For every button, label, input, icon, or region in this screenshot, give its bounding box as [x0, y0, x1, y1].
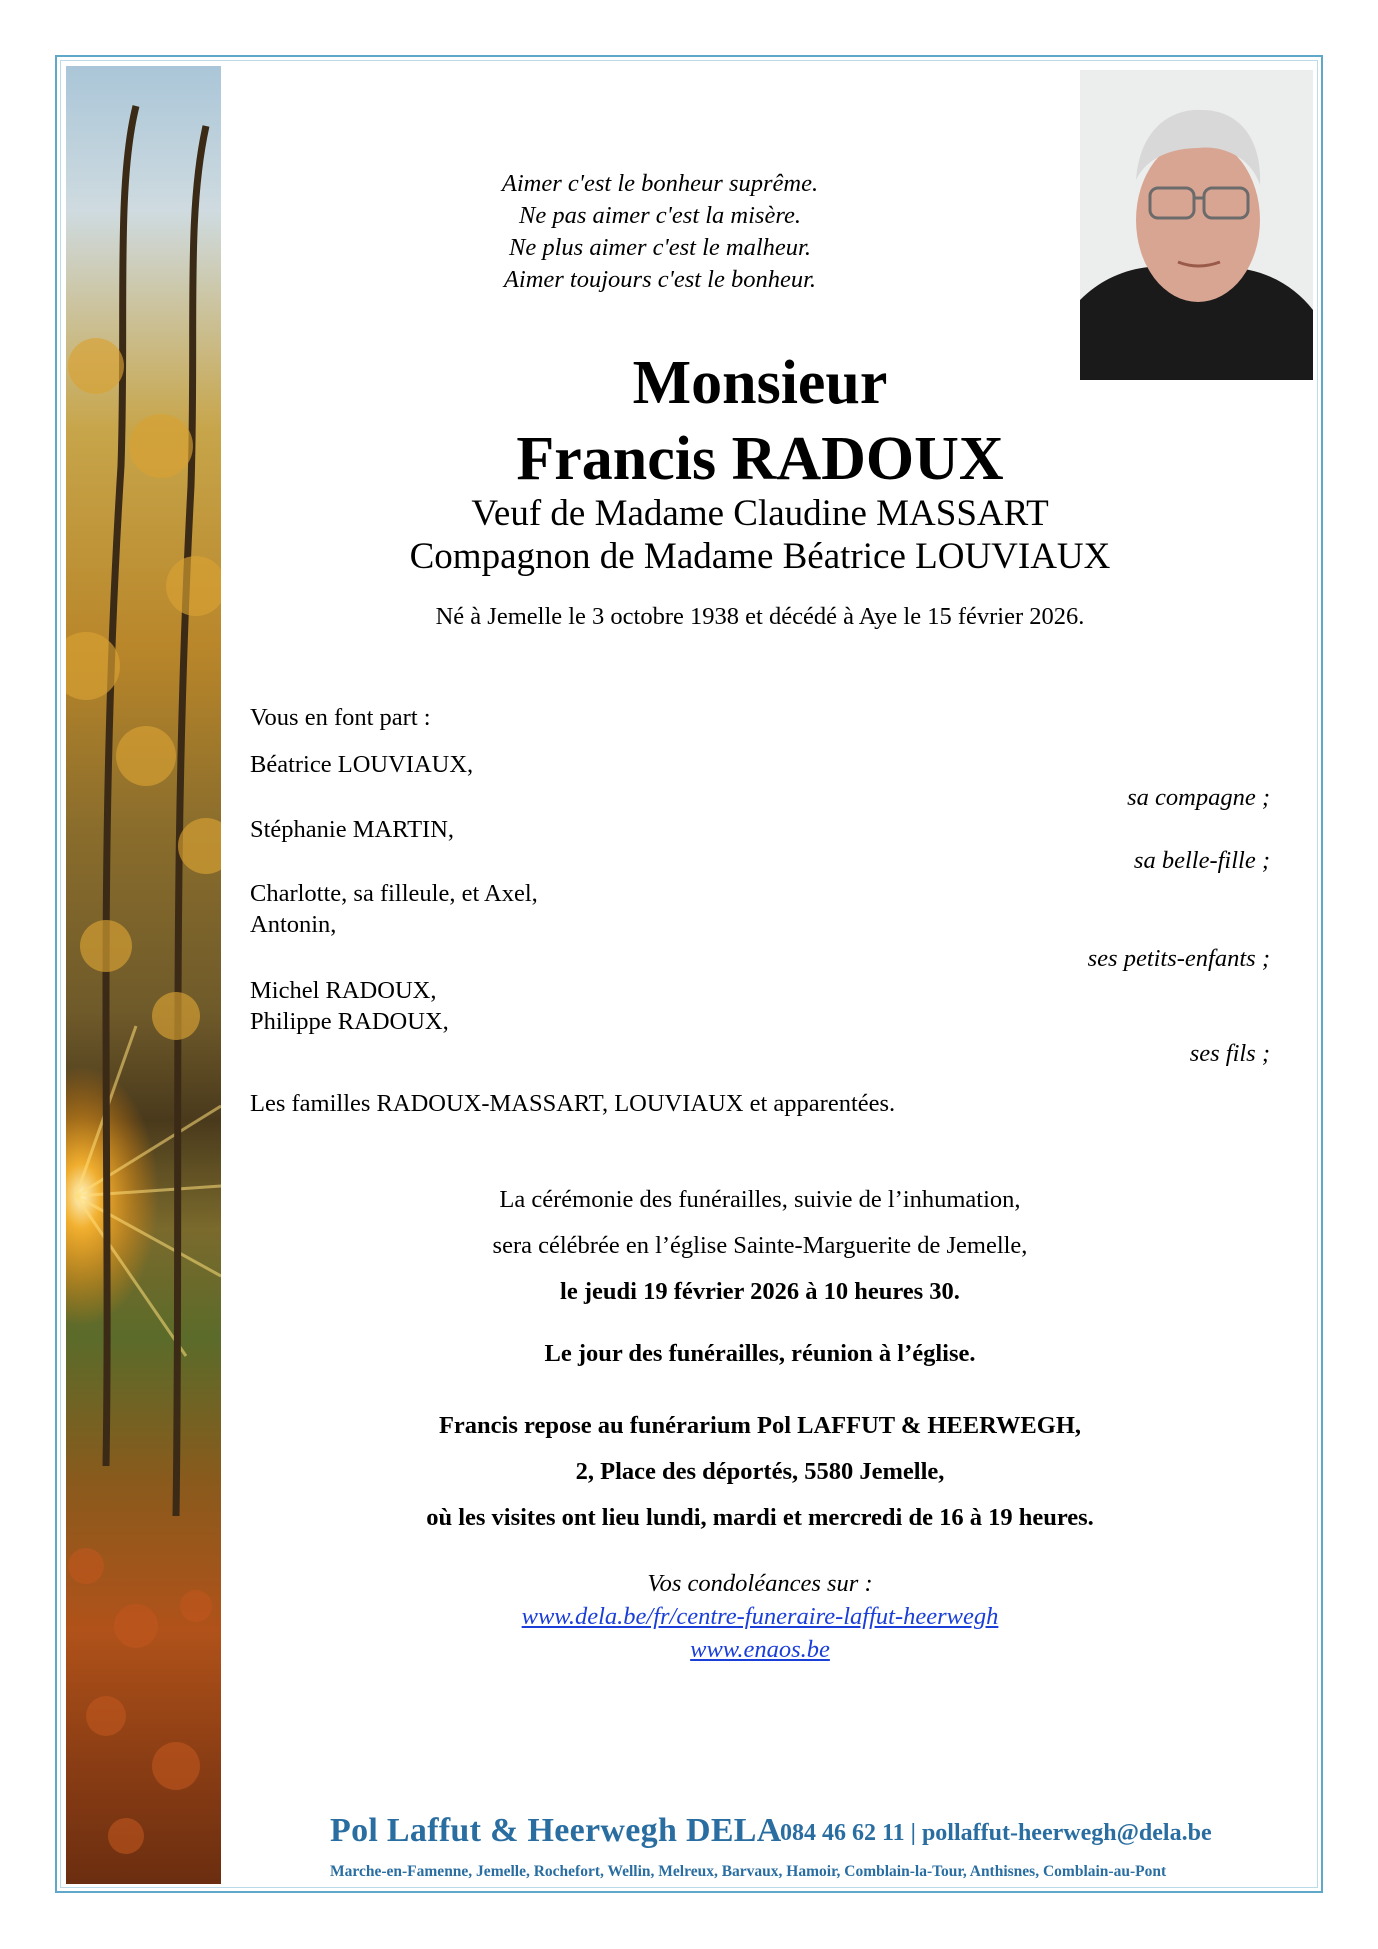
family-relation: ses fils ;: [1189, 1040, 1270, 1067]
visiting-hours: où les visites ont lieu lundi, mardi et mercredi de 16 à 19 heures.: [426, 1504, 1094, 1531]
company-logo-text: Pol Laffut & Heerwegh DELA: [330, 1812, 782, 1849]
condolences-link-enaos[interactable]: www.enaos.be: [690, 1636, 830, 1663]
funeral-home-address: 2, Place des déportés, 5580 Jemelle,: [575, 1458, 945, 1485]
condolences-block: [265, 1567, 1255, 1666]
relations-heading: [270, 492, 1250, 578]
memorial-quote: [280, 168, 1040, 296]
quote-line: Aimer toujours c'est le bonheur.: [503, 266, 817, 293]
deceased-heading: [270, 345, 1250, 497]
family-relation: ses petits-enfants ;: [1087, 945, 1270, 972]
autumn-forest-illustration: [66, 66, 221, 1884]
family-name: Antonin,: [250, 911, 337, 938]
partner-line: Compagnon de Madame Béatrice LOUVIAUX: [409, 536, 1111, 577]
family-name: Stéphanie MARTIN,: [250, 816, 455, 843]
family-name: Michel RADOUX,: [250, 977, 437, 1004]
portrait-photo: [1080, 70, 1313, 380]
family-intro: Vous en font part :: [250, 704, 431, 731]
quote-line: Ne pas aimer c'est la misère.: [519, 202, 801, 229]
family-relation: sa compagne ;: [1127, 784, 1270, 811]
company-locations: Marche-en-Famenne, Jemelle, Rochefort, Wellin, Melreux, Barvaux, Hamoir, Comblain-la-Tour, Anthisnes, Comblain-au-Pont: [330, 1863, 1167, 1880]
spouse-line: Veuf de Madame Claudine MASSART: [471, 493, 1049, 534]
funeral-home-block: [265, 1403, 1255, 1541]
ceremony-line: La cérémonie des funérailles, suivie de l’inhumation,: [499, 1186, 1021, 1213]
quote-line: Ne plus aimer c'est le malheur.: [509, 234, 811, 261]
family-closing: Les familles RADOUX-MASSART, LOUVIAUX et apparentées.: [250, 1090, 896, 1117]
company-contact: 084 46 62 11 | pollaffut-heerwegh@dela.be: [780, 1820, 1212, 1846]
funeral-home-line: Francis repose au funérarium Pol LAFFUT & HEERWEGH,: [438, 1412, 1082, 1439]
condolences-link-dela[interactable]: www.dela.be/fr/centre-funeraire-laffut-heerwegh: [521, 1603, 999, 1630]
birth-death-dates: Né à Jemelle le 3 octobre 1938 et décédé à Aye le 15 février 2026.: [435, 603, 1085, 630]
condolences-label: Vos condoléances sur :: [647, 1570, 873, 1597]
honorific: Monsieur: [632, 349, 888, 417]
deceased-name: Francis RADOUX: [516, 425, 1004, 493]
ceremony-line: sera célébrée en l’église Sainte-Marguerite de Jemelle,: [492, 1232, 1028, 1259]
ceremony-datetime: le jeudi 19 février 2026 à 10 heures 30.: [560, 1278, 960, 1305]
portrait-illustration: [1080, 70, 1313, 380]
gathering-note: Le jour des funérailles, réunion à l’église.: [544, 1340, 976, 1367]
autumn-forest-image: [66, 66, 221, 1884]
ceremony-block: [265, 1177, 1255, 1315]
family-name: Charlotte, sa filleule, et Axel,: [250, 880, 538, 907]
quote-line: Aimer c'est le bonheur suprême.: [501, 170, 819, 197]
family-name: Philippe RADOUX,: [250, 1008, 449, 1035]
family-name: Béatrice LOUVIAUX,: [250, 751, 474, 778]
family-relation: sa belle-fille ;: [1133, 847, 1270, 874]
